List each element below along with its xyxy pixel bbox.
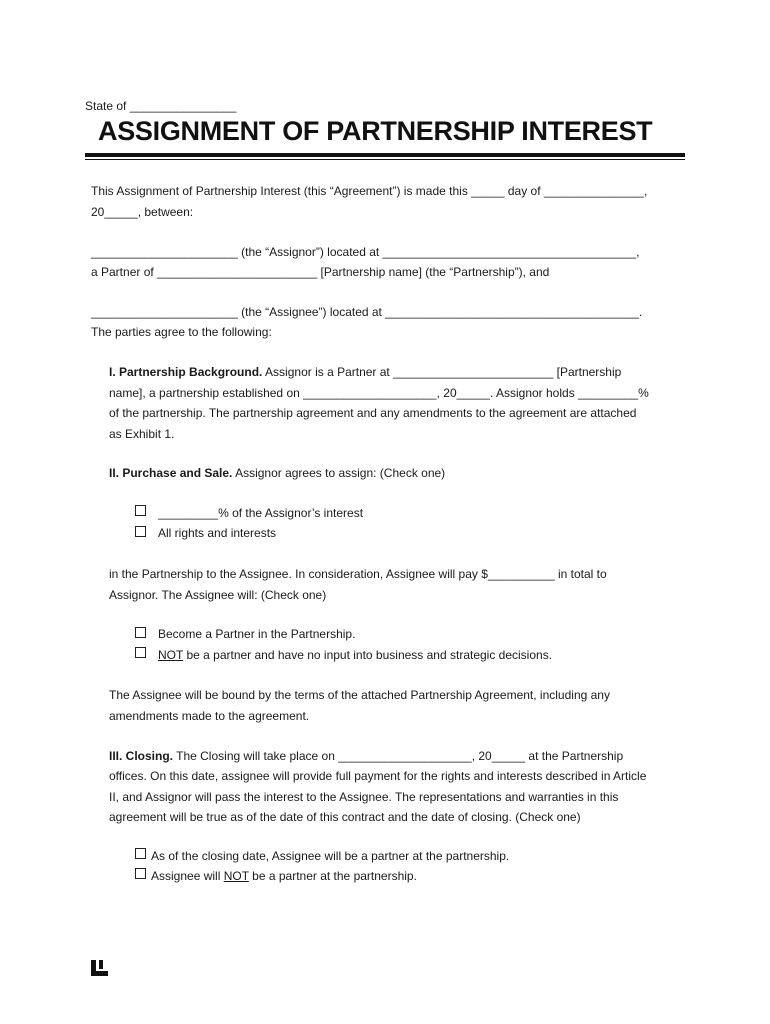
- option-all-rights-label: All rights and interests: [158, 526, 277, 540]
- state-line: State of ________________: [85, 99, 237, 113]
- checkbox-closing-not-partner[interactable]: [135, 868, 146, 879]
- section2-line-1-text: Assignor agrees to assign: (Check one): [232, 466, 446, 480]
- closing-not-emphasis: NOT: [223, 869, 249, 883]
- section1-line-2: name], a partnership established on ____________________, 20_____. Assignor holds _________%: [109, 386, 649, 400]
- section2-heading: II. Purchase and Sale.: [109, 466, 233, 480]
- title-rule-thin: [85, 159, 685, 160]
- option-not-partner-label: [158, 648, 552, 662]
- bound-line-2: amendments made to the agreement.: [109, 709, 310, 723]
- checkbox-all-rights[interactable]: [135, 526, 146, 537]
- section1-line-1: [109, 365, 621, 379]
- intro-line-1: This Assignment of Partnership Interest (this “Agreement”) is made this _____ day of _______________,: [91, 184, 648, 198]
- section2-line-1: [109, 466, 445, 480]
- section3-line-1: [109, 749, 623, 763]
- section1-heading: I. Partnership Background.: [109, 365, 263, 379]
- section1-line-1-text: Assignor is a Partner at ________________________ [Partnership: [262, 365, 622, 379]
- checkbox-become-partner[interactable]: [135, 627, 146, 638]
- option-become-partner-label: Become a Partner in the Partnership.: [158, 627, 356, 641]
- document-title: ASSIGNMENT OF PARTNERSHIP INTEREST: [98, 116, 653, 146]
- section3-heading: III. Closing.: [109, 749, 174, 763]
- option-not-partner-text: be a partner and have no input into business and strategic decisions.: [183, 648, 553, 662]
- option-closing-partner-label: As of the closing date, Assignee will be a partner at the partnership.: [151, 849, 510, 863]
- section1-line-4: as Exhibit 1.: [109, 427, 175, 441]
- section3-line-3: II, and Assignor will pass the interest to the Assignee. The representations and warranties in this: [109, 790, 619, 804]
- checkbox-percent-interest[interactable]: [135, 505, 146, 516]
- option-closing-not-partner-label: [151, 869, 417, 883]
- title-rule-thick: [85, 153, 685, 157]
- assignor-line-1: ______________________ (the “Assignor”) located at ______________________________________,: [91, 245, 640, 259]
- section3-line-1-text: The Closing will take place on ____________________, 20_____ at the Partnership: [173, 749, 624, 763]
- legal-templates-logo-icon: [91, 960, 109, 976]
- checkbox-closing-partner[interactable]: [135, 848, 146, 859]
- option-percent-interest-label: _________% of the Assignor’s interest: [158, 506, 364, 520]
- option-closing-not-partner-pre: Assignee will: [151, 869, 224, 883]
- assignor-line-2: a Partner of ________________________ [Partnership name] (the “Partnership”), and: [91, 265, 550, 279]
- bound-line-1: The Assignee will be bound by the terms of the attached Partnership Agreement, including any: [109, 688, 610, 702]
- consideration-line-1: in the Partnership to the Assignee. In consideration, Assignee will pay $__________ in total to: [109, 567, 607, 581]
- consideration-line-2: Assignor. The Assignee will: (Check one): [109, 588, 327, 602]
- not-emphasis: NOT: [158, 648, 184, 662]
- assignee-line-1: ______________________ (the “Assignee”) located at ______________________________________.: [91, 305, 643, 319]
- agree-line: The parties agree to the following:: [91, 325, 272, 339]
- option-closing-not-partner-text: be a partner at the partnership.: [248, 869, 417, 883]
- checkbox-not-partner[interactable]: [135, 647, 146, 658]
- section1-line-3: of the partnership. The partnership agreement and any amendments to the agreement are attached: [109, 406, 637, 420]
- section3-line-4: agreement will be true as of the date of this contract and the date of closing. (Check one): [109, 810, 581, 824]
- section3-line-2: offices. On this date, assignee will provide full payment for the rights and interests described in Article: [109, 769, 647, 783]
- intro-line-2: 20_____, between:: [91, 205, 194, 219]
